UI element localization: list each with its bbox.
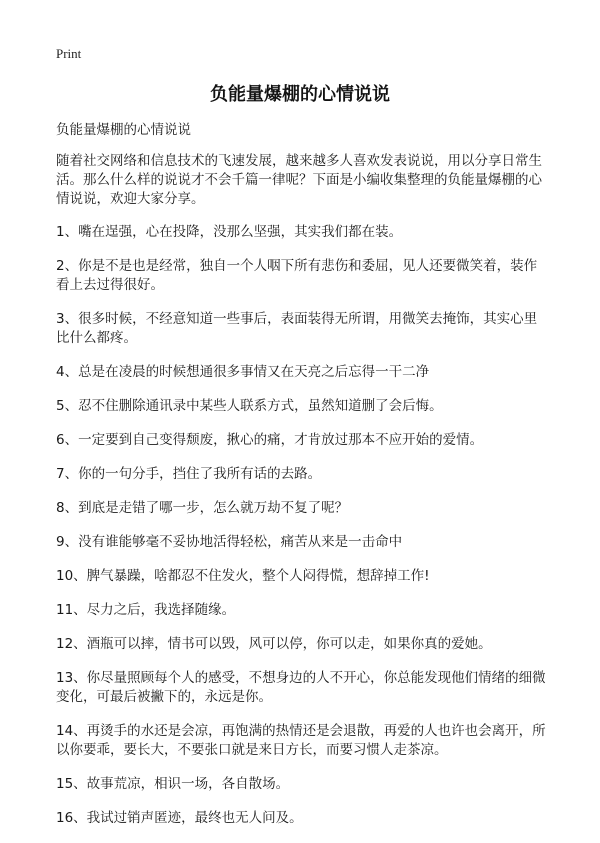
- list-item: 1、嘴在逞强，心在投降，没那么坚强，其实我们都在装。: [56, 224, 403, 240]
- list-item: 10、脾气暴躁，啥都忍不住发火，整个人闷得慌，想辞掉工作!: [56, 568, 430, 584]
- print-link[interactable]: Print: [56, 46, 82, 61]
- list-item: 6、一定要到自己变得颓废，揪心的痛，才肯放过那本不应开始的爱情。: [56, 432, 484, 448]
- list-item: 9、没有谁能够毫不妥协地活得轻松，痛苦从来是一击命中: [56, 534, 403, 550]
- list-item: 8、到底是走错了哪一步，怎么就万劫不复了呢？: [56, 500, 349, 516]
- list-item: 3、很多时候，不经意知道一些事后，表面装得无所谓，用微笑去掩饰，其实心里比什么都疼。: [56, 311, 538, 346]
- article-body: [56, 121, 548, 843]
- list-item: 14、再烫手的水还是会凉，再饱满的热情还是会退散，再爱的人也许也会离开，所以你要乖，要长大，不要张口就是来日方长，而要习惯人走茶凉。: [56, 723, 546, 758]
- page-title: 负能量爆棚的心情说说: [210, 84, 390, 105]
- list-item: 4、总是在凌晨的时候想通很多事情又在天亮之后忘得一干二净: [56, 364, 430, 380]
- list-item: 7、你的一句分手，挡住了我所有话的去路。: [56, 466, 322, 482]
- list-item: 5、忍不住删除通讯录中某些人联系方式，虽然知道删了会后悔。: [56, 398, 443, 414]
- list-item: 11、尽力之后，我选择随缘。: [56, 602, 236, 618]
- list-item: 15、故事荒凉，相识一场，各自散场。: [56, 776, 290, 792]
- list-item: 12、酒瓶可以摔，情书可以毁，风可以停，你可以走，如果你真的爱她。: [56, 636, 492, 652]
- article-subtitle: 负能量爆棚的心情说说: [56, 122, 191, 138]
- list-item: 16、我试过销声匿迹，最终也无人问及。: [56, 810, 303, 826]
- article-intro: 随着社交网络和信息技术的飞速发展，越来越多人喜欢发表说说，用以分享日常生活。那么什么样的说说才不会千篇一律呢？下面是小编收集整理的负能量爆棚的心情说说，欢迎大家分享。: [56, 153, 542, 207]
- list-item: 13、你尽量照顾每个人的感受，不想身边的人不开心，你总能发现他们情绪的细微变化，可最后被撇下的，永远是你。: [56, 670, 546, 705]
- list-item: 2、你是不是也是经常，独自一个人咽下所有悲伤和委屈，见人还要微笑着，装作看上去过得很好。: [56, 258, 538, 293]
